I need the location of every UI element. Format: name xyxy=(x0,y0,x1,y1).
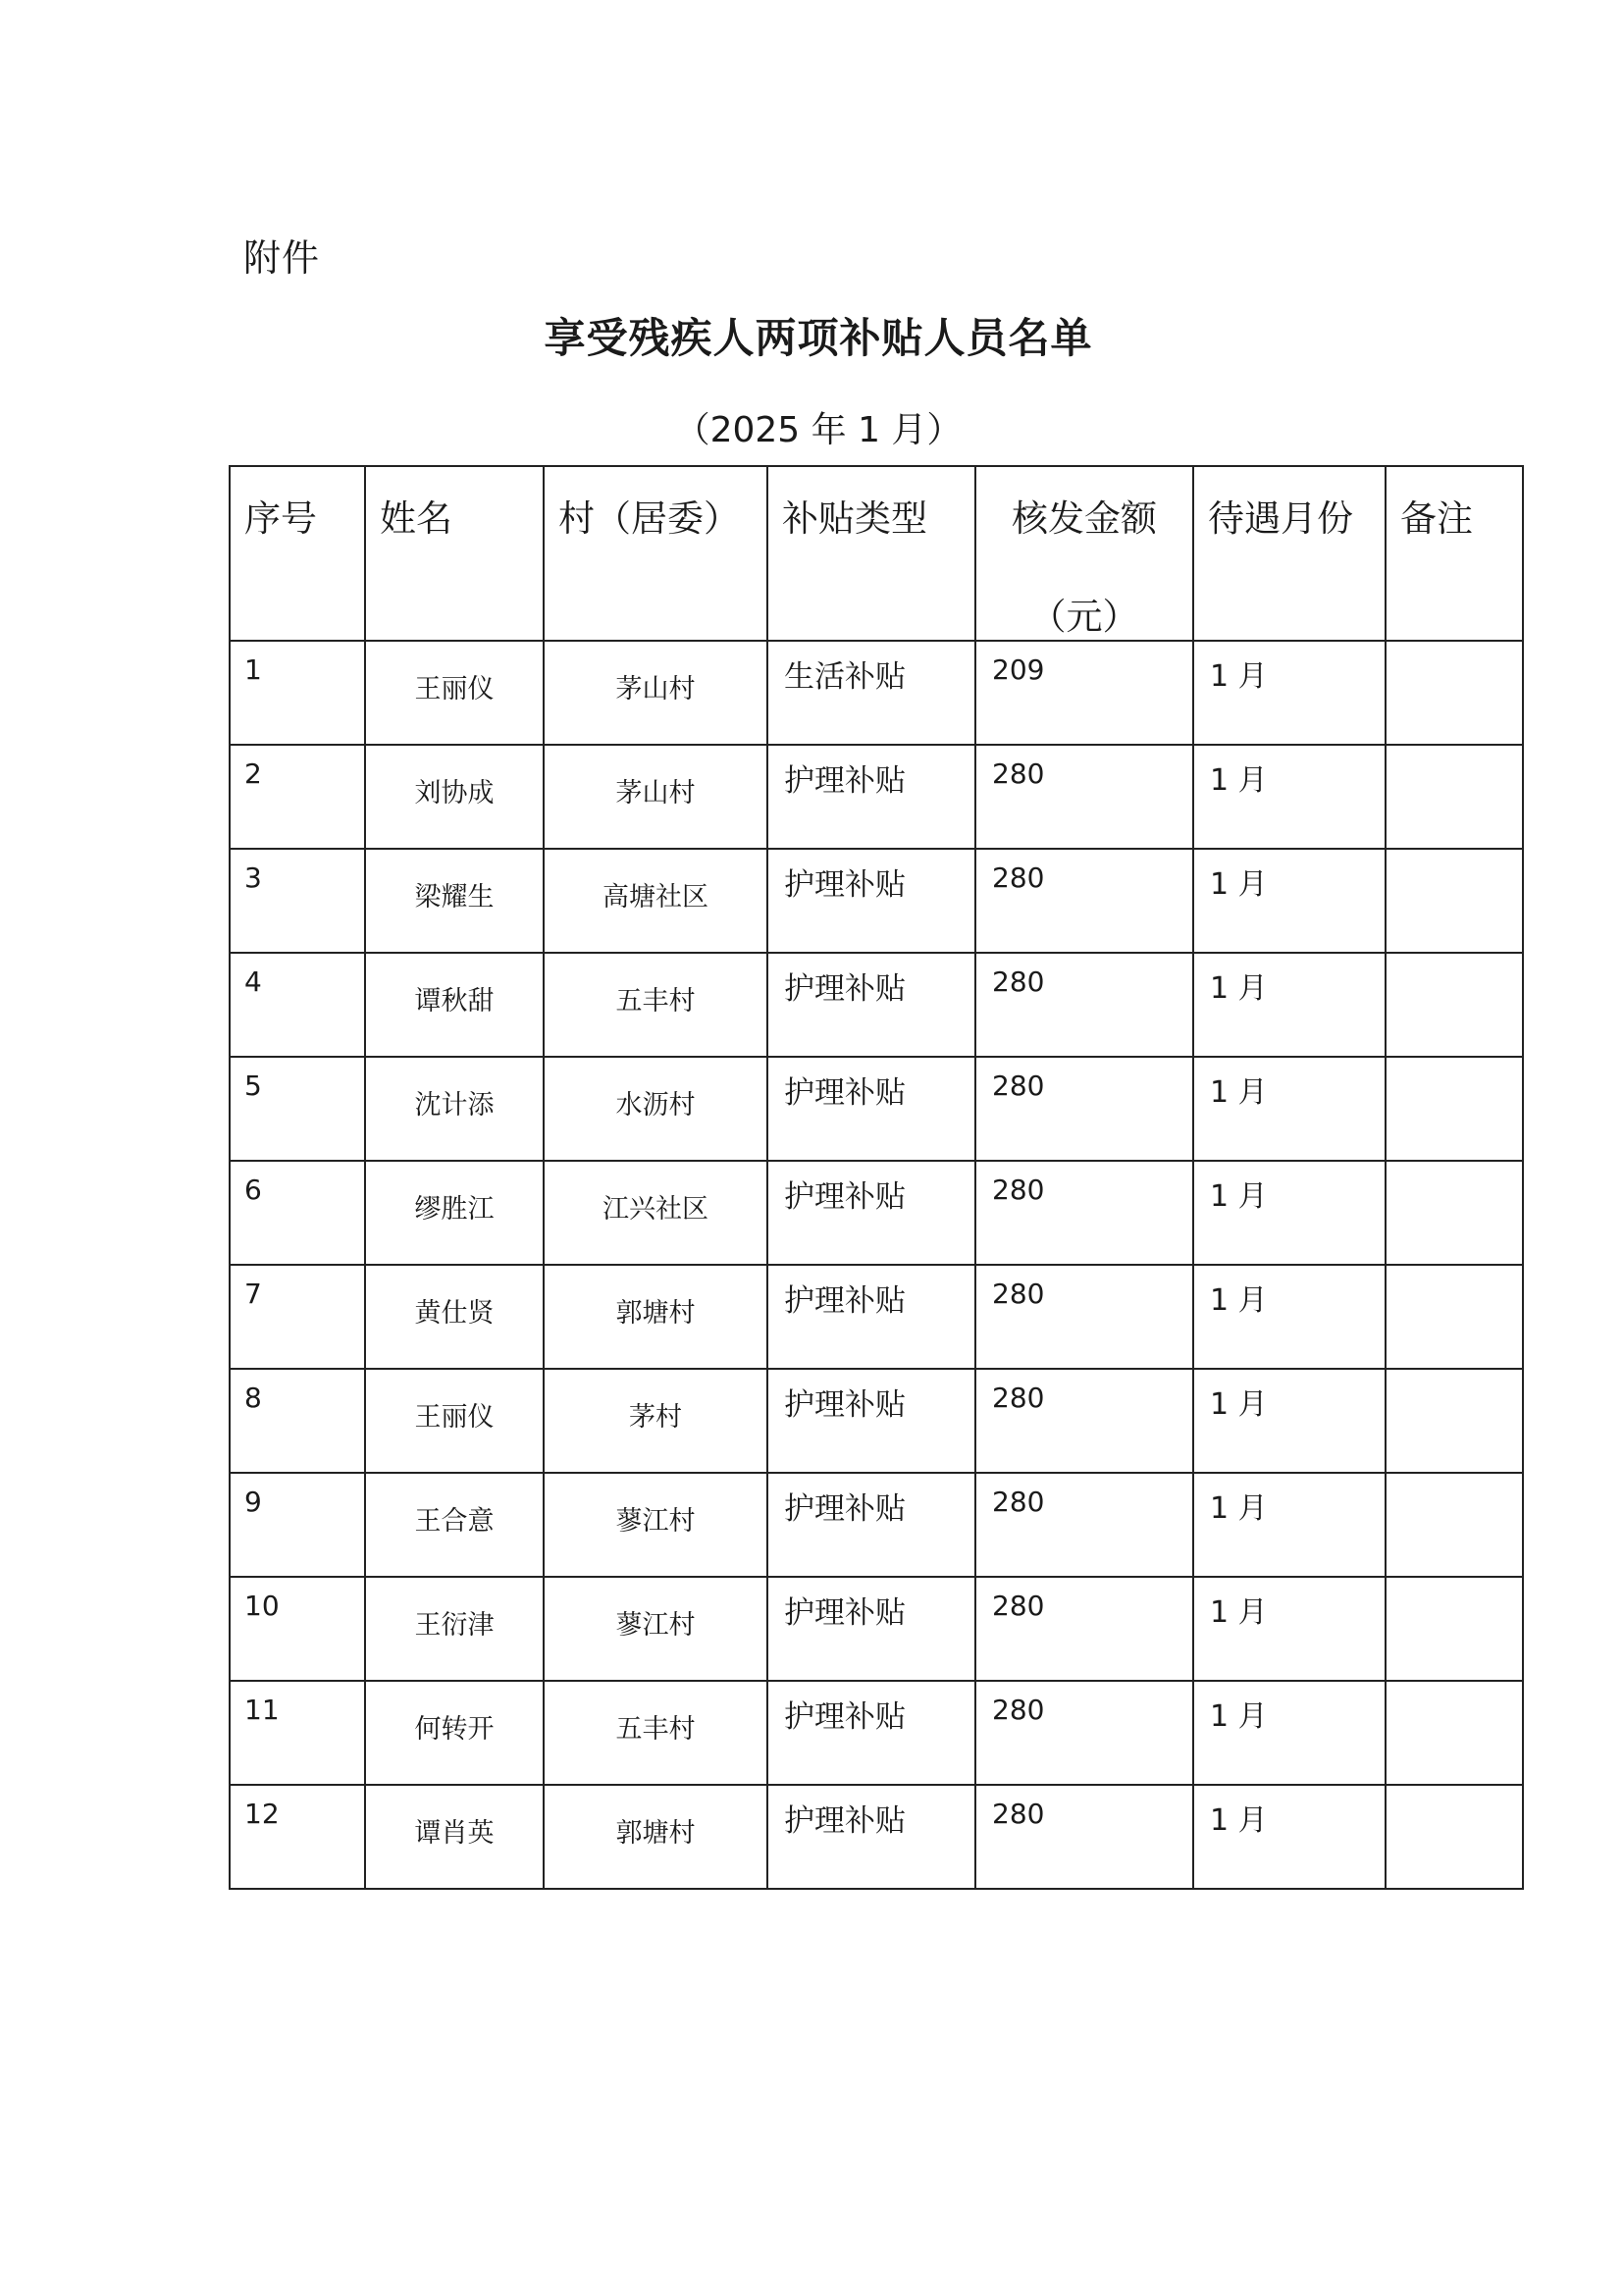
cell-village: 茅村 xyxy=(544,1369,767,1473)
cell-remark xyxy=(1386,953,1523,1057)
table-row xyxy=(230,1473,1523,1577)
cell-subsidy-type: 护理补贴 xyxy=(767,1681,975,1785)
header-amount-line2: （元） xyxy=(1029,596,1139,638)
cell-month: 1 月 xyxy=(1193,953,1386,1057)
cell-index: 5 xyxy=(230,1057,365,1161)
cell-amount: 280 xyxy=(975,1681,1193,1785)
cell-subsidy-type: 护理补贴 xyxy=(767,1265,975,1369)
table-row xyxy=(230,953,1523,1057)
header-subsidy-type: 补贴类型 xyxy=(767,466,975,641)
cell-village: 蓼江村 xyxy=(544,1473,767,1577)
cell-index: 4 xyxy=(230,953,365,1057)
cell-index: 6 xyxy=(230,1161,365,1265)
table-row xyxy=(230,641,1523,745)
cell-village: 郭塘村 xyxy=(544,1785,767,1889)
cell-name: 王衍津 xyxy=(365,1577,544,1681)
document-subtitle: （2025 年 1 月） xyxy=(674,410,963,450)
table-row xyxy=(230,1577,1523,1681)
cell-subsidy-type: 护理补贴 xyxy=(767,1577,975,1681)
attachment-label: 附件 xyxy=(243,236,321,280)
cell-subsidy-type: 护理补贴 xyxy=(767,1369,975,1473)
header-village: 村（居委） xyxy=(544,466,767,641)
cell-amount: 280 xyxy=(975,1577,1193,1681)
header-month: 待遇月份 xyxy=(1193,466,1386,641)
cell-village: 茅山村 xyxy=(544,745,767,849)
cell-remark xyxy=(1386,849,1523,953)
cell-village: 茅山村 xyxy=(544,641,767,745)
cell-index: 2 xyxy=(230,745,365,849)
cell-subsidy-type: 护理补贴 xyxy=(767,849,975,953)
cell-name: 梁耀生 xyxy=(365,849,544,953)
cell-month: 1 月 xyxy=(1193,1161,1386,1265)
cell-month: 1 月 xyxy=(1193,641,1386,745)
cell-amount: 280 xyxy=(975,1265,1193,1369)
cell-amount: 280 xyxy=(975,1473,1193,1577)
cell-remark xyxy=(1386,1681,1523,1785)
table-row xyxy=(230,849,1523,953)
cell-subsidy-type: 护理补贴 xyxy=(767,953,975,1057)
cell-village: 水沥村 xyxy=(544,1057,767,1161)
cell-month: 1 月 xyxy=(1193,1681,1386,1785)
cell-village: 五丰村 xyxy=(544,1681,767,1785)
cell-amount: 280 xyxy=(975,1161,1193,1265)
cell-name: 何转开 xyxy=(365,1681,544,1785)
cell-amount: 280 xyxy=(975,745,1193,849)
cell-village: 蓼江村 xyxy=(544,1577,767,1681)
cell-amount: 209 xyxy=(975,641,1193,745)
header-amount-line1: 核发金额 xyxy=(1012,497,1157,540)
cell-remark xyxy=(1386,1265,1523,1369)
cell-index: 7 xyxy=(230,1265,365,1369)
cell-index: 1 xyxy=(230,641,365,745)
table-row xyxy=(230,745,1523,849)
cell-amount: 280 xyxy=(975,1057,1193,1161)
table-row xyxy=(230,1681,1523,1785)
header-index: 序号 xyxy=(230,466,365,641)
cell-name: 谭秋甜 xyxy=(365,953,544,1057)
cell-index: 11 xyxy=(230,1681,365,1785)
table-row xyxy=(230,1785,1523,1889)
table-row xyxy=(230,1369,1523,1473)
cell-name: 王丽仪 xyxy=(365,641,544,745)
cell-remark xyxy=(1386,1577,1523,1681)
cell-remark xyxy=(1386,745,1523,849)
cell-remark xyxy=(1386,1057,1523,1161)
cell-remark xyxy=(1386,1161,1523,1265)
cell-index: 3 xyxy=(230,849,365,953)
cell-subsidy-type: 护理补贴 xyxy=(767,745,975,849)
header-remark: 备注 xyxy=(1386,466,1523,641)
cell-index: 9 xyxy=(230,1473,365,1577)
cell-month: 1 月 xyxy=(1193,1369,1386,1473)
cell-month: 1 月 xyxy=(1193,745,1386,849)
cell-index: 10 xyxy=(230,1577,365,1681)
cell-month: 1 月 xyxy=(1193,1265,1386,1369)
document-title: 享受残疾人两项补贴人员名单 xyxy=(544,314,1093,362)
header-name: 姓名 xyxy=(365,466,544,641)
cell-month: 1 月 xyxy=(1193,1473,1386,1577)
cell-name: 沈计添 xyxy=(365,1057,544,1161)
table-header-row xyxy=(230,466,1523,641)
table-row xyxy=(230,1265,1523,1369)
cell-subsidy-type: 护理补贴 xyxy=(767,1473,975,1577)
cell-month: 1 月 xyxy=(1193,1057,1386,1161)
cell-amount: 280 xyxy=(975,849,1193,953)
cell-village: 江兴社区 xyxy=(544,1161,767,1265)
cell-subsidy-type: 护理补贴 xyxy=(767,1785,975,1889)
cell-name: 缪胜江 xyxy=(365,1161,544,1265)
cell-amount: 280 xyxy=(975,953,1193,1057)
cell-index: 8 xyxy=(230,1369,365,1473)
cell-remark xyxy=(1386,1369,1523,1473)
cell-month: 1 月 xyxy=(1193,849,1386,953)
cell-amount: 280 xyxy=(975,1369,1193,1473)
cell-village: 五丰村 xyxy=(544,953,767,1057)
table-body xyxy=(230,641,1523,1889)
cell-name: 王丽仪 xyxy=(365,1369,544,1473)
cell-subsidy-type: 护理补贴 xyxy=(767,1161,975,1265)
cell-village: 高塘社区 xyxy=(544,849,767,953)
table-row xyxy=(230,1161,1523,1265)
cell-amount: 280 xyxy=(975,1785,1193,1889)
cell-name: 谭肖英 xyxy=(365,1785,544,1889)
cell-remark xyxy=(1386,641,1523,745)
header-amount xyxy=(975,466,1193,641)
table-row xyxy=(230,1057,1523,1161)
cell-village: 郭塘村 xyxy=(544,1265,767,1369)
cell-month: 1 月 xyxy=(1193,1577,1386,1681)
cell-subsidy-type: 护理补贴 xyxy=(767,1057,975,1161)
cell-remark xyxy=(1386,1785,1523,1889)
cell-month: 1 月 xyxy=(1193,1785,1386,1889)
cell-index: 12 xyxy=(230,1785,365,1889)
cell-name: 刘协成 xyxy=(365,745,544,849)
cell-name: 黄仕贤 xyxy=(365,1265,544,1369)
subsidy-roster-table xyxy=(229,465,1524,1890)
cell-remark xyxy=(1386,1473,1523,1577)
cell-subsidy-type: 生活补贴 xyxy=(767,641,975,745)
cell-name: 王合意 xyxy=(365,1473,544,1577)
